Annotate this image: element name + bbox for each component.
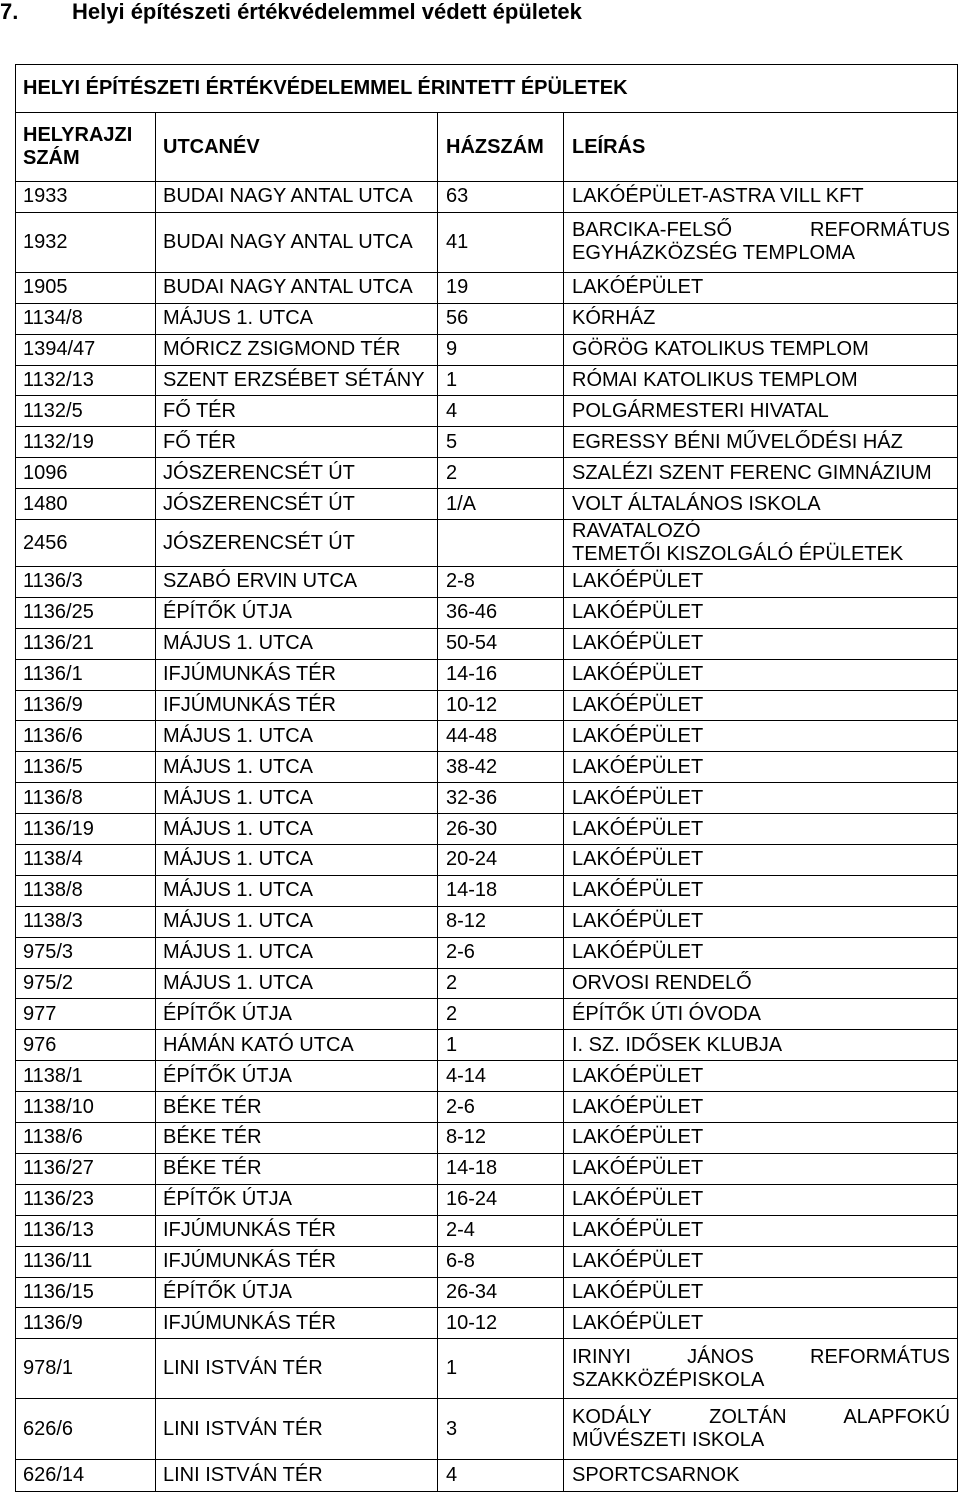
street-name-cell: LINI ISTVÁN TÉR [156,1339,438,1399]
lot-number-cell: 1136/3 [16,567,156,598]
house-number-cell: 10-12 [438,690,564,721]
lot-number-cell: 1905 [16,272,156,303]
description-cell: BARCIKA-FELSŐ REFORMÁTUS EGYHÁZKÖZSÉG TEMPLOMA [564,212,958,272]
table-row [16,1184,958,1215]
description-cell: LAKÓÉPÜLET [564,567,958,598]
lot-number-cell: 2456 [16,520,156,567]
lot-number-cell: 626/14 [16,1460,156,1492]
street-name-cell: ÉPÍTŐK ÚTJA [156,597,438,628]
table-row [16,1277,958,1308]
column-header-street-name: UTCANÉV [156,113,438,182]
table-title-row [16,65,958,113]
house-number-cell: 2 [438,999,564,1030]
table-row [16,1030,958,1061]
description-cell: LAKÓÉPÜLET [564,875,958,906]
table-row [16,567,958,598]
house-number-cell: 8-12 [438,1123,564,1154]
lot-number-cell: 1136/1 [16,659,156,690]
house-number-cell: 4 [438,1460,564,1492]
lot-number-cell: 1932 [16,212,156,272]
description-cell: GÖRÖG KATOLIKUS TEMPLOM [564,334,958,365]
lot-number-cell: 1138/3 [16,906,156,937]
house-number-cell: 4-14 [438,1061,564,1092]
lot-number-cell: 1132/5 [16,396,156,427]
street-name-cell: MÁJUS 1. UTCA [156,875,438,906]
house-number-cell: 14-16 [438,659,564,690]
street-name-cell: JÓSZERENCSÉT ÚT [156,520,438,567]
description-cell: LAKÓÉPÜLET [564,628,958,659]
street-name-cell: BÉKE TÉR [156,1123,438,1154]
house-number-cell: 2-4 [438,1215,564,1246]
house-number-cell: 20-24 [438,845,564,876]
street-name-cell: ÉPÍTŐK ÚTJA [156,1061,438,1092]
description-cell: ÉPÍTŐK ÚTI ÓVODA [564,999,958,1030]
table-row [16,520,958,567]
description-cell: SZALÉZI SZENT FERENC GIMNÁZIUM [564,458,958,489]
description-cell: LAKÓÉPÜLET [564,937,958,968]
house-number-cell: 2 [438,458,564,489]
lot-number-cell: 1136/25 [16,597,156,628]
house-number-cell: 1 [438,365,564,396]
street-name-cell: FŐ TÉR [156,396,438,427]
section-title: Helyi építészeti értékvédelemmel védett épületek [72,0,582,24]
table-row [16,1460,958,1492]
description-cell: VOLT ÁLTALÁNOS ISKOLA [564,489,958,520]
lot-number-cell: 1132/19 [16,427,156,458]
house-number-cell: 41 [438,212,564,272]
street-name-cell: ÉPÍTŐK ÚTJA [156,1184,438,1215]
house-number-cell: 26-30 [438,814,564,845]
house-number-cell: 1 [438,1030,564,1061]
lot-number-cell: 1138/1 [16,1061,156,1092]
column-header-description: LEÍRÁS [564,113,958,182]
table-row [16,1246,958,1277]
description-cell: POLGÁRMESTERI HIVATAL [564,396,958,427]
description-cell: LAKÓÉPÜLET [564,597,958,628]
lot-number-cell: 1136/5 [16,752,156,783]
street-name-cell: IFJÚMUNKÁS TÉR [156,1215,438,1246]
street-name-cell: BUDAI NAGY ANTAL UTCA [156,212,438,272]
street-name-cell: BUDAI NAGY ANTAL UTCA [156,182,438,213]
protected-buildings-table [15,64,958,1492]
house-number-cell: 2-8 [438,567,564,598]
house-number-cell: 8-12 [438,906,564,937]
table-row [16,875,958,906]
description-cell: SPORTCSARNOK [564,1460,958,1492]
lot-number-cell: 978/1 [16,1339,156,1399]
house-number-cell: 5 [438,427,564,458]
description-cell: LAKÓÉPÜLET [564,1246,958,1277]
lot-number-cell: 976 [16,1030,156,1061]
lot-number-cell: 1480 [16,489,156,520]
description-cell: LAKÓÉPÜLET [564,1215,958,1246]
description-cell: EGRESSY BÉNI MŰVELŐDÉSI HÁZ [564,427,958,458]
column-header-house-number: HÁZSZÁM [438,113,564,182]
lot-number-cell: 1136/11 [16,1246,156,1277]
street-name-cell: MÁJUS 1. UTCA [156,752,438,783]
street-name-cell: SZABÓ ERVIN UTCA [156,567,438,598]
street-name-cell: MÁJUS 1. UTCA [156,906,438,937]
description-cell: LAKÓÉPÜLET [564,1184,958,1215]
house-number-cell: 19 [438,272,564,303]
lot-number-cell: 1096 [16,458,156,489]
lot-number-cell: 1136/9 [16,690,156,721]
street-name-cell: BÉKE TÉR [156,1092,438,1123]
table-row [16,906,958,937]
house-number-cell: 38-42 [438,752,564,783]
lot-number-cell: 1136/13 [16,1215,156,1246]
description-cell: RÓMAI KATOLIKUS TEMPLOM [564,365,958,396]
description-cell: LAKÓÉPÜLET [564,1123,958,1154]
table-row [16,1339,958,1399]
house-number-cell: 2-6 [438,1092,564,1123]
street-name-cell: MÁJUS 1. UTCA [156,968,438,999]
street-name-cell: MÁJUS 1. UTCA [156,783,438,814]
lot-number-cell: 977 [16,999,156,1030]
house-number-cell: 16-24 [438,1184,564,1215]
street-name-cell: LINI ISTVÁN TÉR [156,1460,438,1492]
street-name-cell: MÁJUS 1. UTCA [156,845,438,876]
house-number-cell: 1 [438,1339,564,1399]
house-number-cell: 3 [438,1399,564,1460]
table-row [16,212,958,272]
street-name-cell: ÉPÍTŐK ÚTJA [156,1277,438,1308]
description-cell: I. SZ. IDŐSEK KLUBJA [564,1030,958,1061]
house-number-cell: 1/A [438,489,564,520]
lot-number-cell: 1136/9 [16,1308,156,1339]
house-number-cell: 44-48 [438,721,564,752]
street-name-cell: BUDAI NAGY ANTAL UTCA [156,272,438,303]
description-cell: LAKÓÉPÜLET [564,1277,958,1308]
section-heading [0,0,960,24]
description-cell: LAKÓÉPÜLET [564,690,958,721]
description-cell: LAKÓÉPÜLET-ASTRA VILL KFT [564,182,958,213]
lot-number-cell: 1136/23 [16,1184,156,1215]
description-cell: LAKÓÉPÜLET [564,721,958,752]
table-row [16,303,958,334]
table-row [16,659,958,690]
description-cell: LAKÓÉPÜLET [564,1308,958,1339]
lot-number-cell: 626/6 [16,1399,156,1460]
table-row [16,628,958,659]
lot-number-cell: 1136/15 [16,1277,156,1308]
street-name-cell: MÁJUS 1. UTCA [156,721,438,752]
description-cell: LAKÓÉPÜLET [564,752,958,783]
table-row [16,334,958,365]
lot-number-cell: 1134/8 [16,303,156,334]
table-row [16,1092,958,1123]
description-cell: LAKÓÉPÜLET [564,814,958,845]
house-number-cell: 10-12 [438,1308,564,1339]
description-cell: ORVOSI RENDELŐ [564,968,958,999]
street-name-cell: MÁJUS 1. UTCA [156,628,438,659]
table-row [16,1153,958,1184]
table-row [16,814,958,845]
lot-number-cell: 1136/21 [16,628,156,659]
house-number-cell: 2-6 [438,937,564,968]
street-name-cell: IFJÚMUNKÁS TÉR [156,1246,438,1277]
description-cell: KÓRHÁZ [564,303,958,334]
house-number-cell: 32-36 [438,783,564,814]
house-number-cell [438,520,564,567]
table-row [16,845,958,876]
street-name-cell: LINI ISTVÁN TÉR [156,1399,438,1460]
table-row [16,1123,958,1154]
house-number-cell: 63 [438,182,564,213]
description-cell: LAKÓÉPÜLET [564,845,958,876]
house-number-cell: 14-18 [438,1153,564,1184]
table-row [16,1215,958,1246]
table-row [16,937,958,968]
table-row [16,489,958,520]
table-row [16,365,958,396]
house-number-cell: 14-18 [438,875,564,906]
description-cell: LAKÓÉPÜLET [564,1153,958,1184]
street-name-cell: IFJÚMUNKÁS TÉR [156,1308,438,1339]
lot-number-cell: 1132/13 [16,365,156,396]
house-number-cell: 56 [438,303,564,334]
description-cell: IRINYI JÁNOS REFORMÁTUS SZAKKÖZÉPISKOLA [564,1339,958,1399]
table-row [16,427,958,458]
house-number-cell: 36-46 [438,597,564,628]
description-cell: LAKÓÉPÜLET [564,272,958,303]
house-number-cell: 9 [438,334,564,365]
description-cell: LAKÓÉPÜLET [564,659,958,690]
description-cell: RAVATALOZÓ TEMETŐI KISZOLGÁLÓ ÉPÜLETEK [564,520,958,567]
table-row [16,690,958,721]
table-row [16,396,958,427]
table-row [16,783,958,814]
lot-number-cell: 1138/6 [16,1123,156,1154]
table-row [16,597,958,628]
table-row [16,182,958,213]
house-number-cell: 50-54 [438,628,564,659]
street-name-cell: MÁJUS 1. UTCA [156,814,438,845]
lot-number-cell: 1394/47 [16,334,156,365]
description-cell: KODÁLY ZOLTÁN ALAPFOKÚ MŰVÉSZETI ISKOLA [564,1399,958,1460]
table-row [16,968,958,999]
street-name-cell: SZENT ERZSÉBET SÉTÁNY [156,365,438,396]
description-cell: LAKÓÉPÜLET [564,1061,958,1092]
table-row [16,1308,958,1339]
table-row [16,999,958,1030]
table-title: HELYI ÉPÍTÉSZETI ÉRTÉKVÉDELEMMEL ÉRINTETT ÉPÜLETEK [16,65,958,113]
table-header-row [16,113,958,182]
description-cell: LAKÓÉPÜLET [564,906,958,937]
street-name-cell: HÁMÁN KATÓ UTCA [156,1030,438,1061]
table-row [16,1399,958,1460]
street-name-cell: BÉKE TÉR [156,1153,438,1184]
lot-number-cell: 1136/19 [16,814,156,845]
lot-number-cell: 1136/8 [16,783,156,814]
street-name-cell: MÁJUS 1. UTCA [156,937,438,968]
lot-number-cell: 1933 [16,182,156,213]
street-name-cell: IFJÚMUNKÁS TÉR [156,690,438,721]
street-name-cell: MÁJUS 1. UTCA [156,303,438,334]
lot-number-cell: 975/3 [16,937,156,968]
table-row [16,272,958,303]
house-number-cell: 26-34 [438,1277,564,1308]
street-name-cell: JÓSZERENCSÉT ÚT [156,458,438,489]
table-row [16,1061,958,1092]
lot-number-cell: 1138/8 [16,875,156,906]
street-name-cell: FŐ TÉR [156,427,438,458]
lot-number-cell: 1136/6 [16,721,156,752]
lot-number-cell: 1138/10 [16,1092,156,1123]
table-row [16,721,958,752]
street-name-cell: MÓRICZ ZSIGMOND TÉR [156,334,438,365]
section-number: 7. [0,0,19,24]
lot-number-cell: 1136/27 [16,1153,156,1184]
table-row [16,752,958,783]
house-number-cell: 6-8 [438,1246,564,1277]
column-header-lot-number: HELYRAJZI SZÁM [16,113,156,182]
house-number-cell: 4 [438,396,564,427]
description-cell: LAKÓÉPÜLET [564,783,958,814]
lot-number-cell: 975/2 [16,968,156,999]
table-row [16,458,958,489]
description-cell: LAKÓÉPÜLET [564,1092,958,1123]
house-number-cell: 2 [438,968,564,999]
lot-number-cell: 1138/4 [16,845,156,876]
street-name-cell: IFJÚMUNKÁS TÉR [156,659,438,690]
street-name-cell: ÉPÍTŐK ÚTJA [156,999,438,1030]
street-name-cell: JÓSZERENCSÉT ÚT [156,489,438,520]
